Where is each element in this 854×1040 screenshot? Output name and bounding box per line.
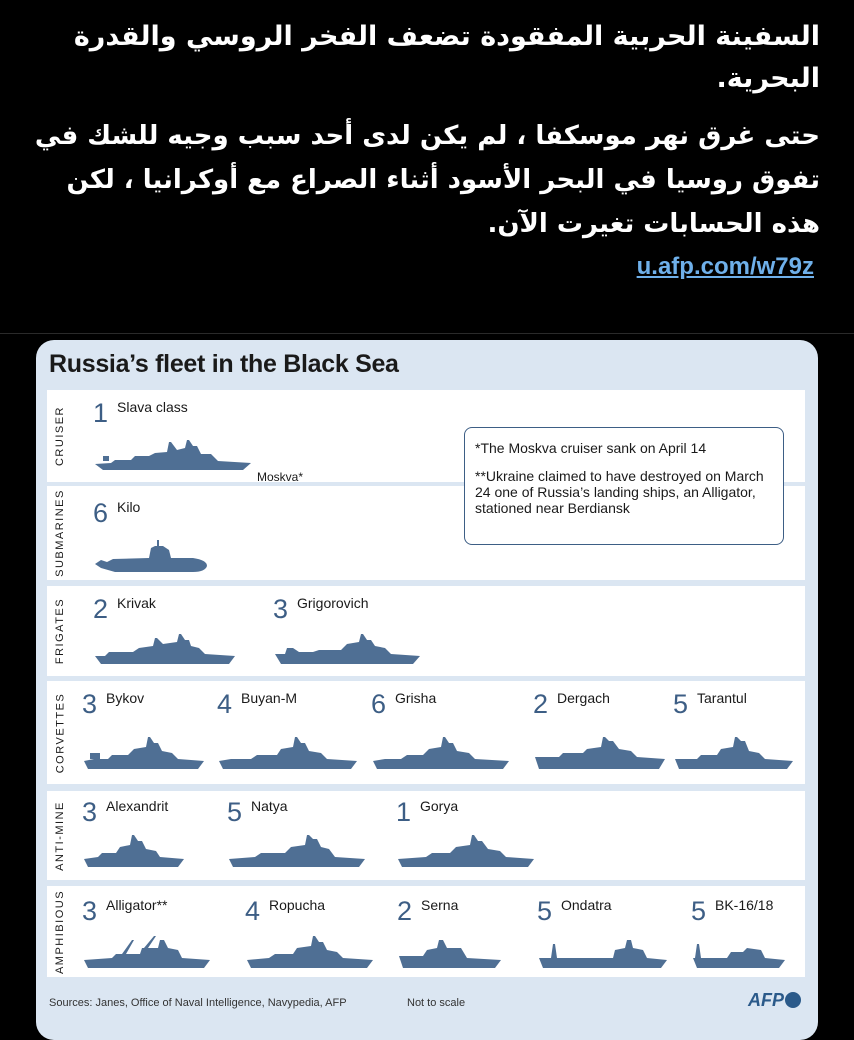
ship-name: Bykov <box>106 690 145 706</box>
corvette-silhouette-icon <box>673 735 795 775</box>
divider <box>0 333 854 334</box>
ship-kilo <box>93 498 233 578</box>
infographic-title: Russia’s fleet in the Black Sea <box>49 350 399 378</box>
ship-ropucha <box>245 896 375 976</box>
tweet-body: حتى غرق نهر موسكفا ، لم يكن لدى أحد سبب وجيه للشك في تفوق روسيا في البحر الأسود أثناء الصراع مع أوكرانيا ، لكن هذه الحسابات تغيرت الآن. <box>34 121 820 239</box>
corvette-silhouette-icon <box>533 735 667 775</box>
minesweeper-silhouette-icon <box>396 833 536 873</box>
ship-grigorovich <box>273 594 433 674</box>
ship-count: 3 <box>82 896 98 926</box>
ship-count: 4 <box>245 896 261 926</box>
assault-boat-silhouette-icon <box>691 934 787 974</box>
corvette-silhouette-icon <box>217 735 359 775</box>
afp-logo <box>748 990 801 1011</box>
submarine-silhouette-icon <box>93 540 213 576</box>
category-label: CORVETTES <box>54 692 66 773</box>
row-frigates <box>47 586 805 676</box>
corvette-silhouette-icon <box>371 735 511 775</box>
category-label: CRUISER <box>54 405 67 467</box>
landing-ship-silhouette-icon <box>82 934 212 974</box>
ship-count: 1 <box>93 398 109 428</box>
note-moskva: *The Moskva cruiser sank on April 14 <box>475 440 707 456</box>
tweet-link[interactable]: u.afp.com/w79z <box>636 253 814 280</box>
ship-name: Grigorovich <box>297 595 369 611</box>
infographic-image[interactable] <box>36 340 818 1040</box>
ship-name: Gorya <box>420 798 459 814</box>
note-box <box>464 427 784 545</box>
landing-ship-silhouette-icon <box>245 934 375 974</box>
ship-name: Dergach <box>557 690 610 706</box>
ship-name: Ropucha <box>269 897 326 913</box>
row-amphibious <box>47 886 805 977</box>
ship-krivak <box>93 594 253 674</box>
ship-tarantul <box>673 689 803 781</box>
ship-count: 2 <box>93 594 109 624</box>
cruiser-silhouette-icon <box>93 436 253 476</box>
afp-logo-text: AFP <box>748 990 784 1010</box>
ship-name: BK-16/18 <box>715 897 774 913</box>
ship-caption-moskva: Moskva* <box>257 470 304 484</box>
ship-name: Krivak <box>117 595 156 611</box>
minesweeper-silhouette-icon <box>227 833 367 873</box>
ship-bykov <box>82 689 212 781</box>
ship-count: 4 <box>217 689 233 719</box>
ship-count: 3 <box>273 594 289 624</box>
corvette-silhouette-icon <box>82 735 206 775</box>
ship-alligator <box>82 896 217 976</box>
sources-text: Sources: Janes, Office of Naval Intelligence, Navypedia, AFP <box>49 997 347 1009</box>
ship-name: Serna <box>421 897 459 913</box>
row-corvettes <box>47 681 805 784</box>
not-to-scale-text: Not to scale <box>407 997 466 1009</box>
row-anti-mine <box>47 791 805 880</box>
ship-dergach <box>533 689 673 781</box>
category-label: ANTI-MINE <box>54 800 67 871</box>
ship-count: 2 <box>397 896 413 926</box>
note-alligator: **Ukraine claimed to have destroyed on March 24 one of Russia’s landing ships, an Alligator, stationed near Berdiansk <box>475 468 764 516</box>
ship-gorya <box>396 797 541 879</box>
landing-craft-silhouette-icon <box>397 934 503 974</box>
frigate-silhouette-icon <box>273 632 423 668</box>
ship-natya <box>227 797 377 879</box>
ship-name: Alligator** <box>106 897 168 913</box>
tweet-title: السفينة الحربية المفقودة تضعف الفخر الروسي والقدرة البحرية. <box>73 21 820 94</box>
ship-count: 1 <box>396 797 412 827</box>
ship-count: 3 <box>82 797 98 827</box>
ship-count: 2 <box>533 689 549 719</box>
category-label: FRIGATES <box>54 597 67 665</box>
ship-alexandrit <box>82 797 192 879</box>
ship-count: 5 <box>673 689 689 719</box>
ship-slava-class <box>93 398 323 482</box>
ship-name: Alexandrit <box>106 798 169 814</box>
ship-ondatra <box>537 896 672 976</box>
ship-name: Slava class <box>117 399 188 415</box>
frigate-silhouette-icon <box>93 632 238 668</box>
ship-buyan-m <box>217 689 362 781</box>
ship-count: 6 <box>371 689 387 719</box>
ship-count: 5 <box>227 797 243 827</box>
ship-count: 6 <box>93 498 109 528</box>
afp-logo-dot-icon <box>785 992 801 1008</box>
ship-name: Buyan-M <box>241 690 298 706</box>
ship-serna <box>397 896 527 976</box>
minesweeper-silhouette-icon <box>82 833 186 873</box>
landing-craft-silhouette-icon <box>537 934 669 974</box>
ship-count: 5 <box>691 896 707 926</box>
category-label: SUBMARINES <box>54 489 66 577</box>
ship-name: Ondatra <box>561 897 612 913</box>
ship-grisha <box>371 689 516 781</box>
ship-count: 3 <box>82 689 98 719</box>
ship-bk-16-18 <box>691 896 803 976</box>
ship-name: Grisha <box>395 690 437 706</box>
ship-count: 5 <box>537 896 553 926</box>
category-label: AMPHIBIOUS <box>54 889 67 974</box>
ship-name: Kilo <box>117 499 141 515</box>
ship-name: Tarantul <box>697 690 747 706</box>
ship-name: Natya <box>251 798 288 814</box>
